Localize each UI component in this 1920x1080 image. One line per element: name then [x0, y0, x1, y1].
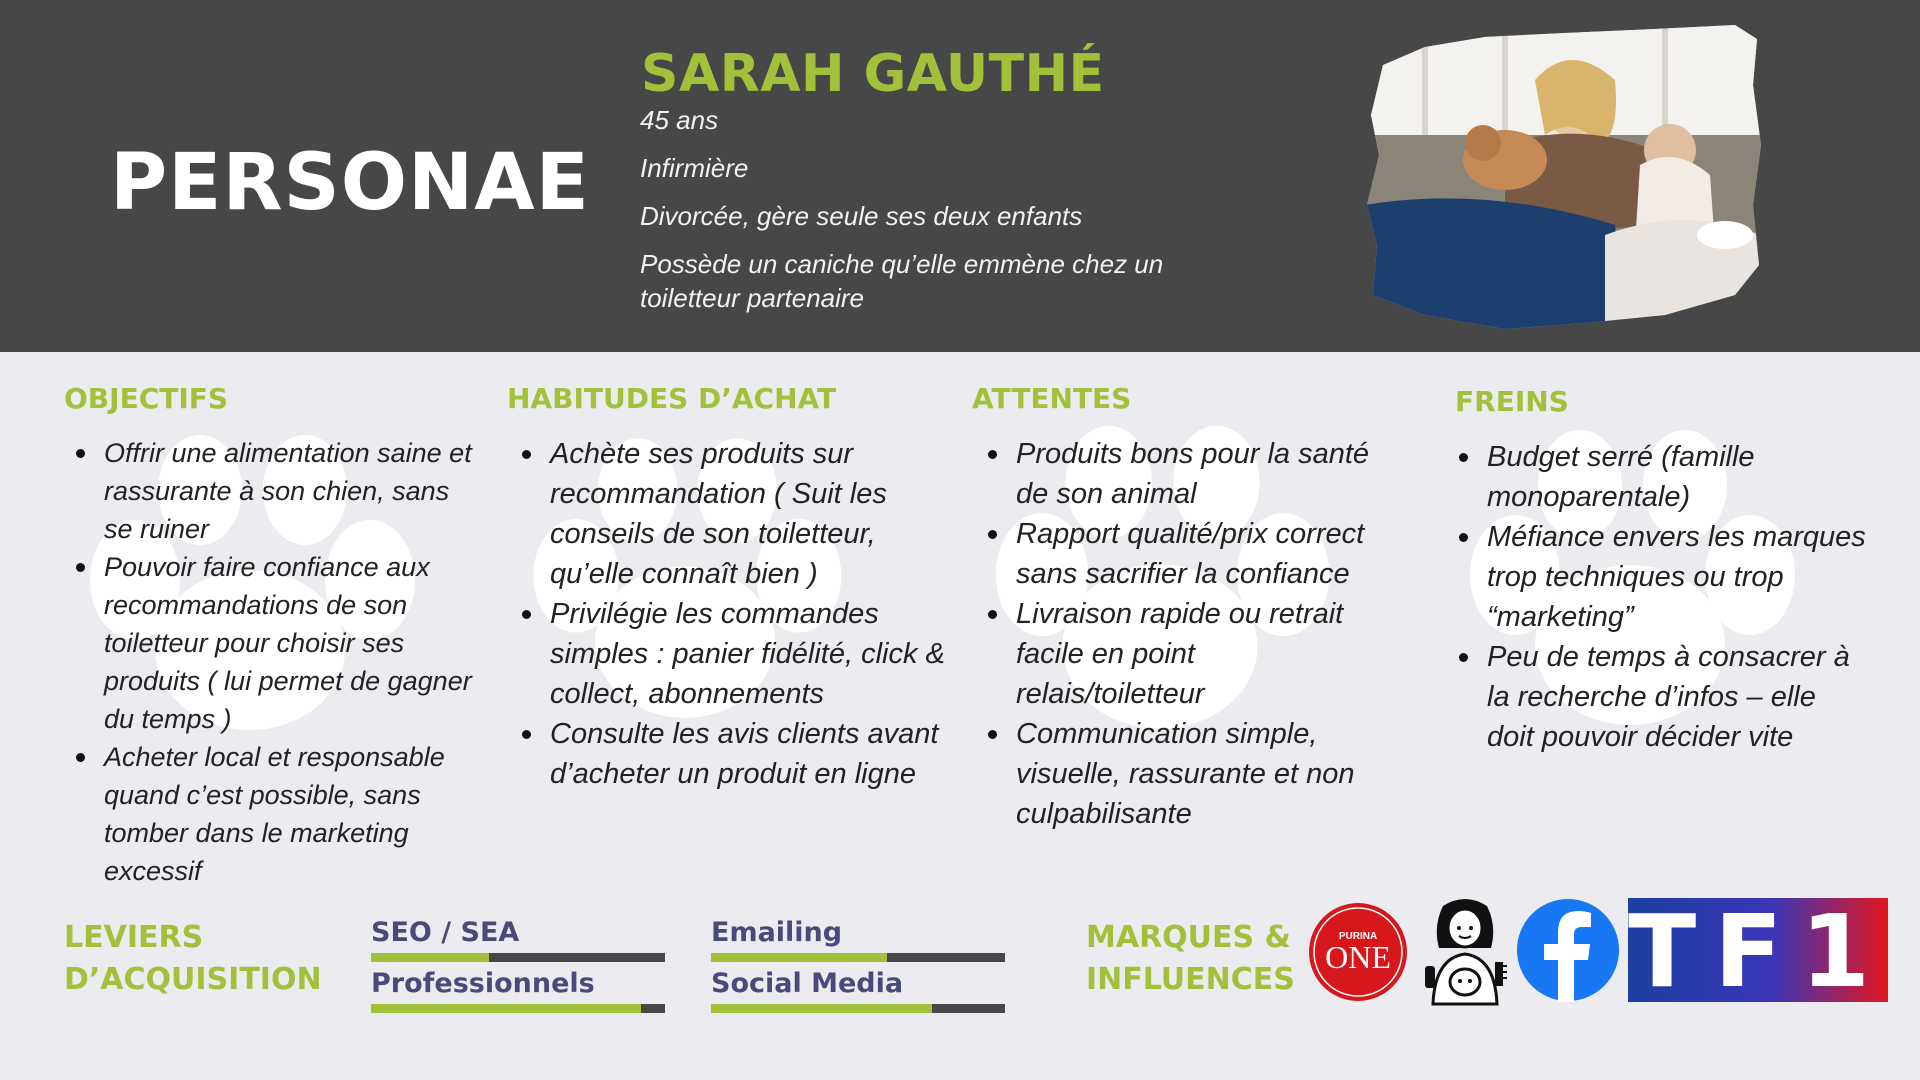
habitudes-list	[510, 434, 950, 794]
lever-label: Social Media	[711, 968, 904, 999]
lever-bar-fill	[371, 953, 489, 962]
lever-bar-fill	[711, 953, 887, 962]
lever-emailing	[711, 917, 1005, 962]
list-item: Pouvoir faire confiance aux recommandations de son toiletteur pour choisir ses produits ( lui permet de gagner du temps )	[64, 548, 484, 738]
list-item: Peu de temps à consacrer à la recherche d’infos – elle doit pouvoir décider vite	[1447, 637, 1867, 757]
purina-small-text: PURINA	[1338, 931, 1378, 942]
list-item: Privilégie les commandes simples : panier fidélité, click & collect, abonnements	[510, 594, 950, 714]
freins-heading: FREINS	[1455, 385, 1569, 418]
attentes-heading: ATTENTES	[972, 382, 1132, 415]
lever-label: SEO / SEA	[371, 917, 520, 948]
persona-pet-line2: toiletteur partenaire	[640, 283, 865, 313]
list-item: Budget serré (famille monoparentale)	[1447, 437, 1867, 517]
lever-label: Emailing	[711, 917, 843, 948]
lever-label: Professionnels	[371, 968, 595, 999]
freins-list	[1447, 437, 1867, 757]
lever-bar-fill	[371, 1004, 641, 1013]
lever-bar	[711, 953, 1005, 962]
leviers-heading	[64, 917, 322, 1001]
tf1-text: TF1	[1628, 898, 1888, 1002]
leviers-heading-line1: LEVIERS	[64, 920, 204, 955]
lever-bar	[371, 1004, 665, 1013]
list-item: Rapport qualité/prix correct sans sacrifier la confiance	[976, 514, 1386, 594]
lever-bar	[711, 1004, 1005, 1013]
objectifs-heading: OBJECTIFS	[64, 382, 229, 415]
persona-name: SARAH GAUTHÉ	[641, 44, 1105, 104]
marques-heading-line2: INFLUENCES	[1086, 962, 1295, 997]
list-item: Acheter local et responsable quand c’est possible, sans tomber dans le marketing excessif	[64, 738, 484, 890]
list-item: Achète ses produits sur recommandation ( Suit les conseils de son toiletteur, qu’elle connaît bien )	[510, 434, 950, 594]
persona-pet	[640, 247, 1163, 315]
purina-big-text: ONE	[1325, 939, 1391, 975]
leviers-heading-line2: D’ACQUISITION	[64, 962, 322, 997]
family-photo-icon	[1365, 25, 1761, 329]
persona-pet-line1: Possède un caniche qu’elle emmène chez un	[640, 249, 1164, 279]
page-title: PERSONAE	[110, 138, 590, 228]
list-item: Consulte les avis clients avant d’acheter un produit en ligne	[510, 714, 950, 794]
lever-bar	[371, 953, 665, 962]
lever-seo-sea	[371, 917, 665, 962]
tf1-logo	[1628, 898, 1888, 1002]
attentes-list	[976, 434, 1386, 834]
groomer-icon	[1415, 896, 1515, 1006]
facebook-icon	[1516, 898, 1620, 1002]
marques-heading	[1086, 917, 1295, 1001]
persona-job: Infirmière	[640, 153, 749, 183]
lever-professionnels	[371, 968, 665, 1013]
list-item: Offrir une alimentation saine et rassurante à son chien, sans se ruiner	[64, 434, 484, 548]
marques-heading-line1: MARQUES &	[1086, 920, 1291, 955]
purina-one-logo	[1308, 902, 1408, 1002]
lever-social-media	[711, 968, 1005, 1013]
habitudes-heading: HABITUDES D’ACHAT	[507, 382, 837, 415]
persona-age: 45 ans	[640, 105, 719, 135]
list-item: Produits bons pour la santé de son animal	[976, 434, 1386, 514]
list-item: Livraison rapide ou retrait facile en point relais/toiletteur	[976, 594, 1386, 714]
lever-bar-fill	[711, 1004, 932, 1013]
list-item: Méfiance envers les marques trop techniques ou trop “marketing”	[1447, 517, 1867, 637]
persona-family: Divorcée, gère seule ses deux enfants	[640, 201, 1083, 231]
objectifs-list	[64, 434, 484, 890]
list-item: Communication simple, visuelle, rassurante et non culpabilisante	[976, 714, 1386, 834]
